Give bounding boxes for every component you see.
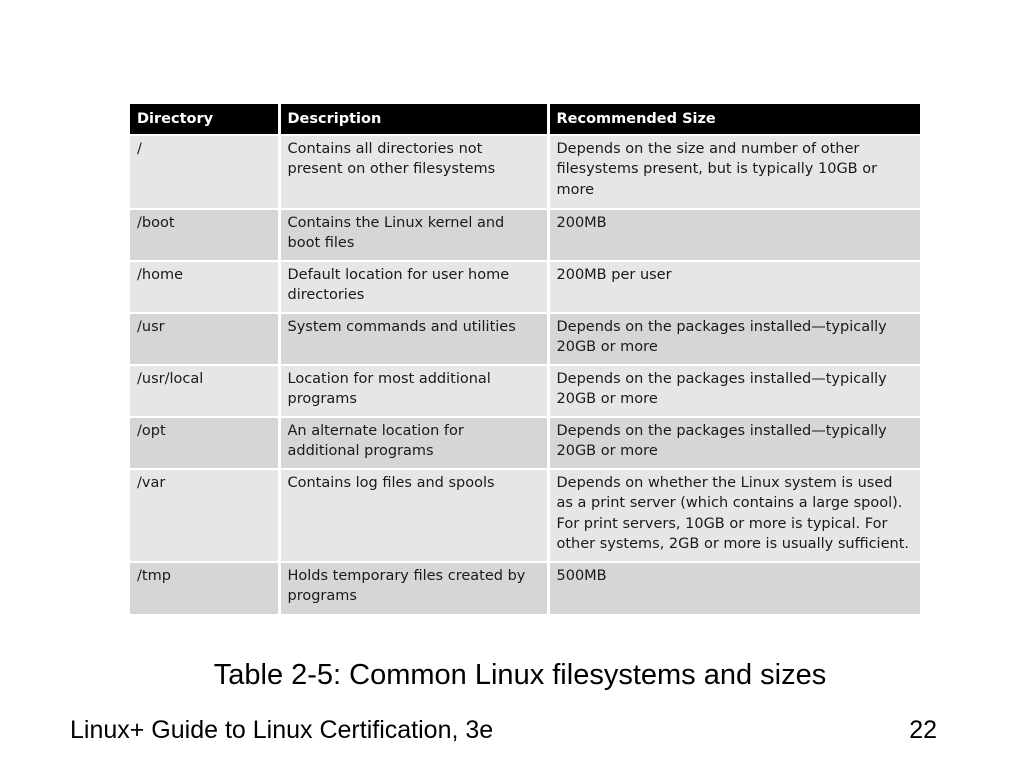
table-row (130, 365, 920, 417)
cell-recommended-size: 200MB per user (548, 261, 920, 313)
table-row (130, 135, 920, 209)
cell-description: System commands and utilities (279, 313, 548, 365)
table-row (130, 562, 920, 614)
header-row (130, 104, 920, 135)
cell-directory: / (130, 135, 279, 209)
cell-recommended-size: Depends on the packages installed—typically 20GB or more (548, 313, 920, 365)
cell-directory: /tmp (130, 562, 279, 614)
cell-recommended-size: Depends on the size and number of other filesystems present, but is typically 10GB or more (548, 135, 920, 209)
cell-recommended-size: 200MB (548, 209, 920, 261)
cell-directory: /boot (130, 209, 279, 261)
header-description: Description (279, 104, 548, 135)
table-row (130, 261, 920, 313)
page-number: 22 (909, 716, 937, 744)
header-directory: Directory (130, 104, 279, 135)
cell-directory: /var (130, 469, 279, 562)
cell-directory: /usr (130, 313, 279, 365)
cell-description: Contains log files and spools (279, 469, 548, 562)
cell-description: Location for most additional programs (279, 365, 548, 417)
cell-recommended-size: Depends on the packages installed—typically 20GB or more (548, 417, 920, 469)
cell-recommended-size: Depends on whether the Linux system is used as a print server (which contains a large spool). For print servers, 10GB or more is typical. For other systems, 2GB or more is usually sufficient. (548, 469, 920, 562)
cell-directory: /opt (130, 417, 279, 469)
cell-description: Contains all directories not present on other filesystems (279, 135, 548, 209)
table-body (130, 135, 920, 614)
cell-description: Holds temporary files created by programs (279, 562, 548, 614)
table-row (130, 417, 920, 469)
cell-description: Default location for user home directories (279, 261, 548, 313)
cell-recommended-size: Depends on the packages installed—typically 20GB or more (548, 365, 920, 417)
cell-description: An alternate location for additional programs (279, 417, 548, 469)
table-row (130, 313, 920, 365)
table-caption: Table 2-5: Common Linux filesystems and sizes (213, 659, 827, 691)
header-recommended-size: Recommended Size (548, 104, 920, 135)
filesystem-table (130, 104, 920, 614)
cell-description: Contains the Linux kernel and boot files (279, 209, 548, 261)
table-row (130, 469, 920, 562)
table-header (130, 104, 920, 135)
cell-directory: /home (130, 261, 279, 313)
table-row (130, 209, 920, 261)
footer-title: Linux+ Guide to Linux Certification, 3e (70, 716, 494, 744)
cell-directory: /usr/local (130, 365, 279, 417)
cell-recommended-size: 500MB (548, 562, 920, 614)
